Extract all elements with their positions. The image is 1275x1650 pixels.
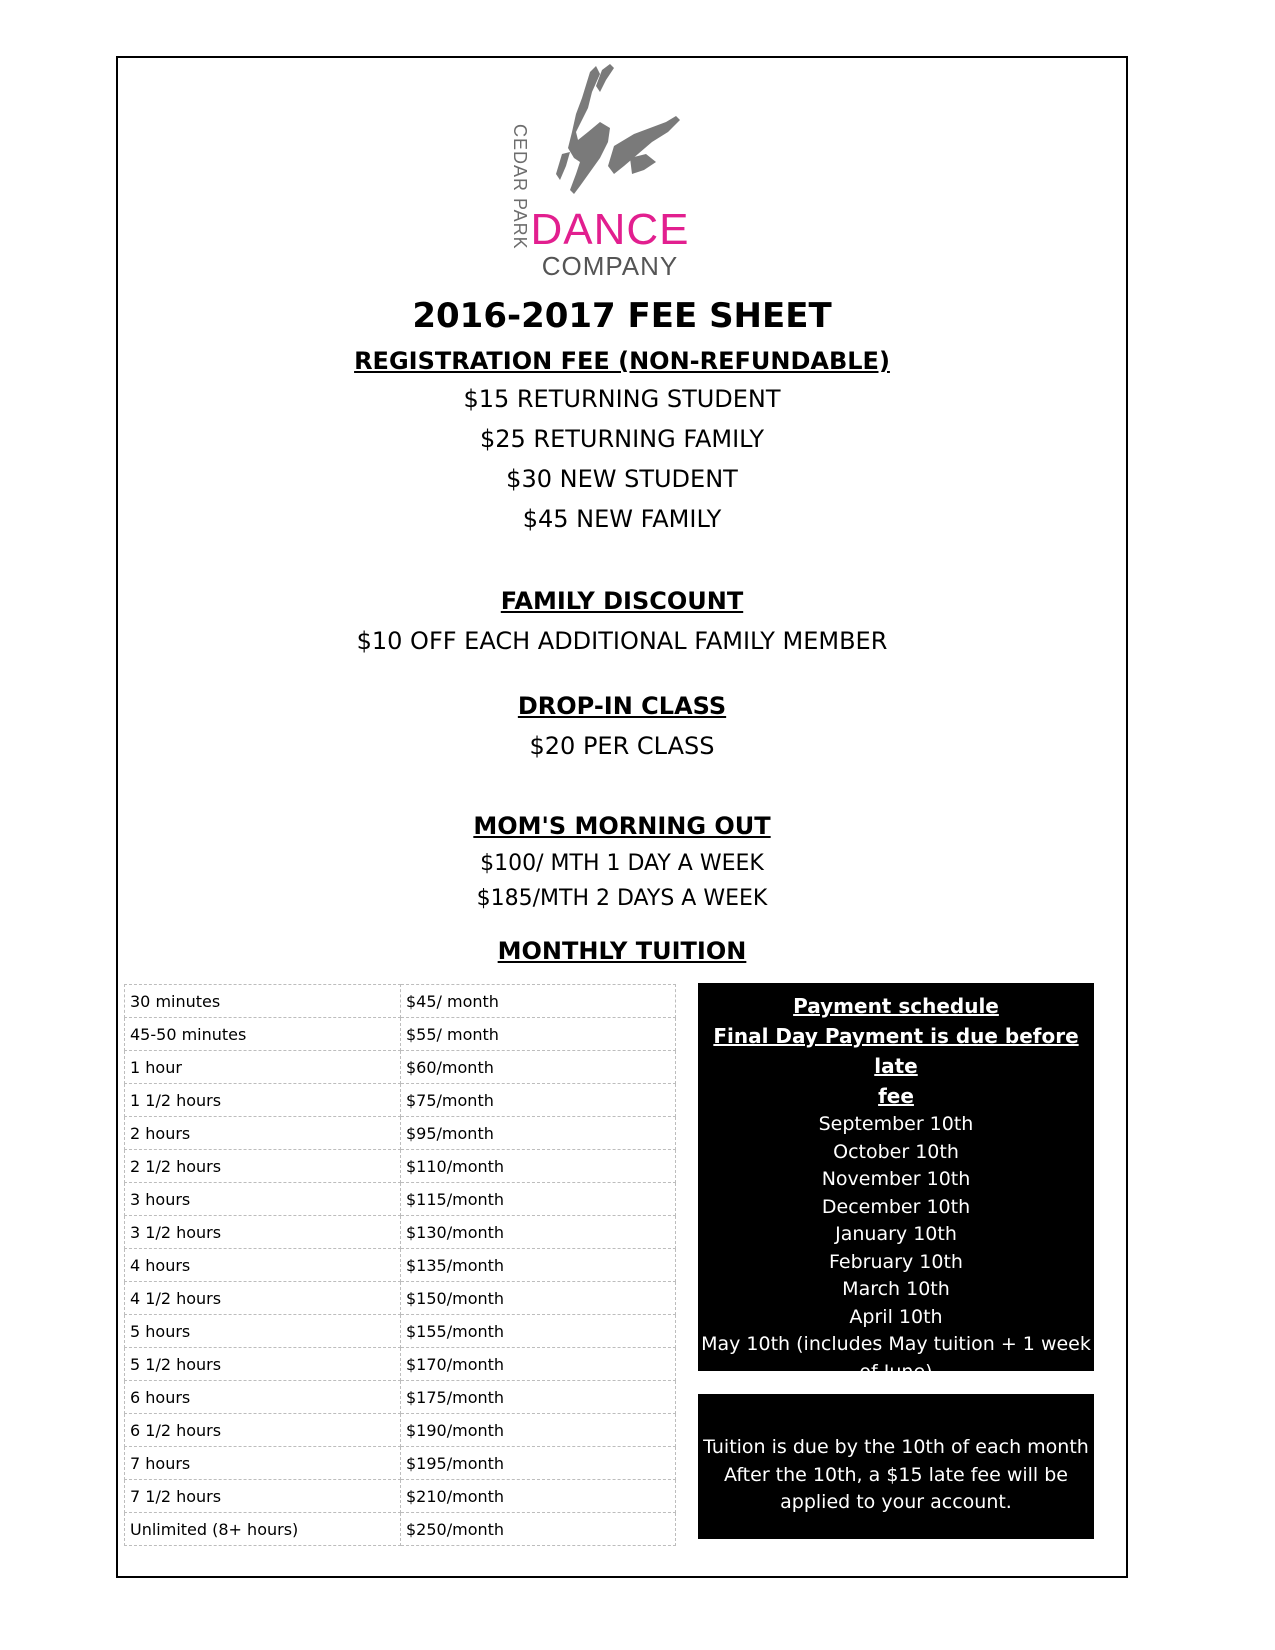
price-cell: $170/month [401,1348,676,1381]
duration-cell: 1 hour [125,1051,401,1084]
table-row [125,1183,676,1216]
table-row [125,1315,676,1348]
moms-morning-line: $100/ MTH 1 DAY A WEEK [480,851,764,876]
table-row [125,1348,676,1381]
logo-side-text: CEDAR PARK [510,124,530,250]
price-cell: $150/month [401,1282,676,1315]
registration-line: $45 NEW FAMILY [522,505,722,533]
price-cell: $210/month [401,1480,676,1513]
payment-date: May 10th (includes May tuition + 1 week [701,1333,1091,1355]
duration-cell: 45-50 minutes [125,1018,401,1051]
payment-date: November 10th [821,1168,971,1190]
price-cell: $155/month [401,1315,676,1348]
drop-in-heading: DROP-IN CLASS [517,692,727,720]
price-cell: $190/month [401,1414,676,1447]
dancer-silhouette-icon [530,62,690,202]
tuition-note-line: applied to your account. [780,1491,1012,1513]
duration-cell: 5 1/2 hours [125,1348,401,1381]
duration-cell: 4 hours [125,1249,401,1282]
table-row [125,1480,676,1513]
payment-schedule-subheading: Final Day Payment is due before late [713,1024,1079,1078]
family-discount-heading: FAMILY DISCOUNT [500,587,744,615]
table-row [125,1414,676,1447]
registration-line: $15 RETURNING STUDENT [463,385,781,413]
price-cell: $250/month [401,1513,676,1546]
payment-schedule-box [698,983,1094,1383]
price-cell: $95/month [401,1117,676,1150]
duration-cell: 5 hours [125,1315,401,1348]
table-row [125,1216,676,1249]
drop-in-line: $20 PER CLASS [529,732,715,760]
payment-schedule-subheading: fee [878,1084,914,1108]
registration-heading: REGISTRATION FEE (NON-REFUNDABLE) [354,347,890,375]
registration-line: $30 NEW STUDENT [506,465,738,493]
logo-company-text: COMPANY [541,251,679,281]
payment-date: January 10th [835,1223,957,1245]
price-cell: $195/month [401,1447,676,1480]
duration-cell: 7 1/2 hours [125,1480,401,1513]
table-row [125,1282,676,1315]
tuition-note-box [698,1394,1094,1539]
price-cell: $110/month [401,1150,676,1183]
moms-morning-line: $185/MTH 2 DAYS A WEEK [476,886,768,911]
price-cell: $45/ month [401,985,676,1018]
duration-cell: 1 1/2 hours [125,1084,401,1117]
page-title: 2016-2017 FEE SHEET [412,296,832,336]
table-row [125,1117,676,1150]
tuition-note-line: After the 10th, a $15 late fee will be [724,1463,1068,1486]
table-row [125,985,676,1018]
price-cell: $135/month [401,1249,676,1282]
duration-cell: 4 1/2 hours [125,1282,401,1315]
tuition-heading: MONTHLY TUITION [497,937,747,965]
table-row [125,1381,676,1414]
moms-morning-heading: MOM'S MORNING OUT [473,812,771,840]
table-row [125,1150,676,1183]
payment-date: March 10th [842,1278,950,1300]
duration-cell: Unlimited (8+ hours) [125,1513,401,1546]
tuition-table [124,984,676,1546]
duration-cell: 7 hours [125,1447,401,1480]
table-row [125,1084,676,1117]
tuition-note-line: Tuition is due by the 10th of each month [703,1436,1089,1458]
price-cell: $75/month [401,1084,676,1117]
payment-date: April 10th [849,1305,943,1328]
duration-cell: 2 1/2 hours [125,1150,401,1183]
payment-schedule-heading: Payment schedule [793,994,999,1018]
duration-cell: 30 minutes [125,985,401,1018]
duration-cell: 2 hours [125,1117,401,1150]
price-cell: $55/ month [401,1018,676,1051]
registration-line: $25 RETURNING FAMILY [479,425,765,453]
table-row [125,1018,676,1051]
family-discount-line: $10 OFF EACH ADDITIONAL FAMILY MEMBER [356,627,888,655]
table-row [125,1249,676,1282]
price-cell: $115/month [401,1183,676,1216]
payment-date: December 10th [821,1195,971,1218]
price-cell: $175/month [401,1381,676,1414]
logo-dance-text: DANCE [530,205,690,254]
payment-date: of June) [859,1360,933,1383]
table-row [125,1447,676,1480]
duration-cell: 3 hours [125,1183,401,1216]
payment-date: October 10th [833,1140,959,1163]
table-row [125,1051,676,1084]
table-row [125,1513,676,1546]
duration-cell: 6 hours [125,1381,401,1414]
duration-cell: 3 1/2 hours [125,1216,401,1249]
payment-date: February 10th [829,1250,963,1273]
duration-cell: 6 1/2 hours [125,1414,401,1447]
price-cell: $60/month [401,1051,676,1084]
price-cell: $130/month [401,1216,676,1249]
payment-date: September 10th [818,1113,974,1135]
company-logo [510,62,690,281]
